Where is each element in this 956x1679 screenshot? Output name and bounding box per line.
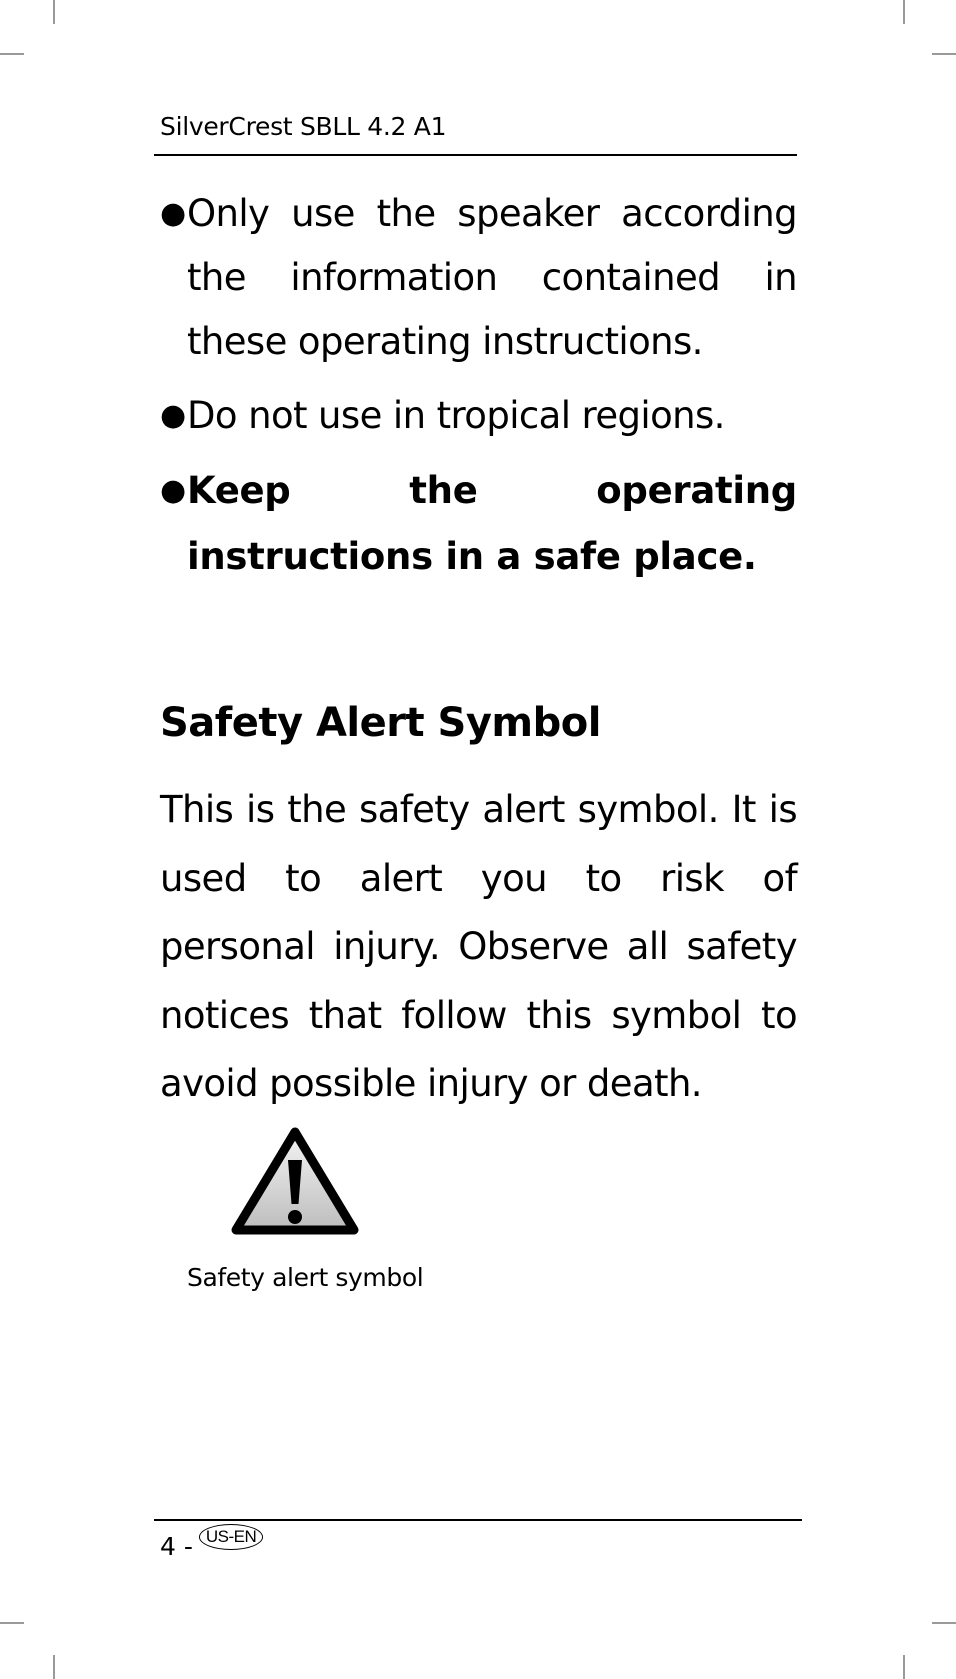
warning-triangle-icon (230, 1126, 360, 1238)
crop-mark (903, 0, 905, 24)
locale-badge: US-EN (199, 1524, 263, 1550)
header-rule (154, 154, 797, 156)
crop-mark (0, 53, 24, 55)
list-item (160, 458, 797, 590)
list-item (160, 384, 797, 448)
crop-mark (0, 1622, 24, 1624)
bullet-icon: ● (160, 473, 186, 508)
list-item-text: Do not use in tropical regions. (187, 394, 725, 437)
crop-mark (932, 53, 956, 55)
list-item (160, 182, 797, 374)
page-number: 4 - (160, 1532, 193, 1561)
section-heading: Safety Alert Symbol (160, 700, 601, 746)
crop-mark (932, 1622, 956, 1624)
page-footer (160, 1526, 263, 1561)
list-item-text: Only use the speaker according the information contained in these operating instructions. (187, 192, 797, 363)
crop-mark (903, 1655, 905, 1679)
bullet-icon: ● (160, 196, 186, 231)
running-header: SilverCrest SBLL 4.2 A1 (160, 112, 447, 141)
safety-instructions-list (160, 182, 797, 600)
footer-rule (154, 1519, 802, 1521)
list-item-text: Keep the operating instructions in a safe place. (187, 469, 797, 578)
symbol-caption: Safety alert symbol (187, 1263, 424, 1292)
section-paragraph: This is the safety alert symbol. It is used to alert you to risk of personal injury. Observe all safety notices that follow this symbol to avoid possible injury or death. (160, 788, 797, 1105)
bullet-icon: ● (160, 398, 186, 433)
crop-mark (53, 1655, 55, 1679)
crop-mark (53, 0, 55, 24)
